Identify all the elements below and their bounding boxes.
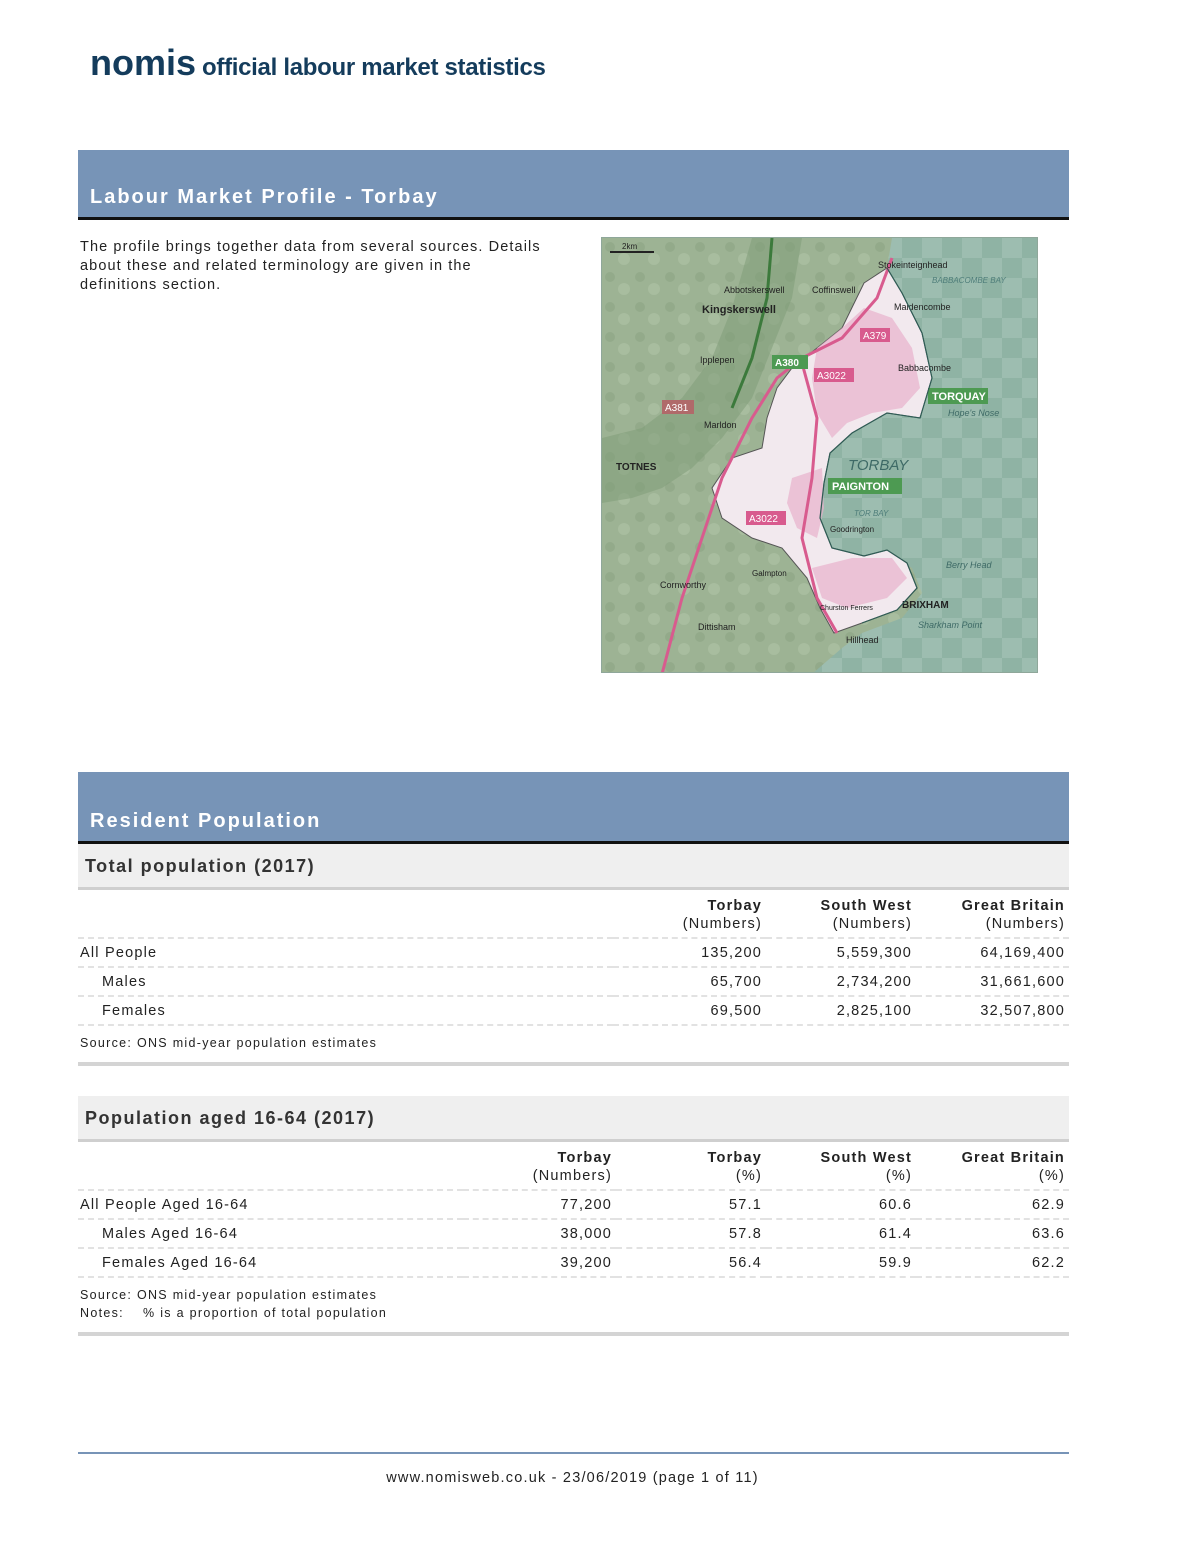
cell-value: 2,734,200	[766, 967, 916, 996]
map-image	[602, 238, 1038, 673]
table-header-row	[78, 1145, 1069, 1190]
map-label-cornworthy: Cornworthy	[660, 580, 707, 590]
source-text: Source: ONS mid-year population estimates	[80, 1288, 378, 1302]
cell-value: 77,200	[463, 1190, 616, 1219]
cell-value: 60.6	[766, 1190, 916, 1219]
column-header: Great Britain (%)	[916, 1145, 1069, 1190]
cell-value: 56.4	[616, 1248, 766, 1277]
row-label: All People Aged 16-64	[78, 1190, 463, 1219]
table-row	[78, 967, 1069, 996]
row-label: Males Aged 16-64	[78, 1219, 463, 1248]
cell-value: 2,825,100	[766, 996, 916, 1025]
cell-value: 62.9	[916, 1190, 1069, 1219]
header-blank	[78, 893, 613, 938]
row-label: Males	[78, 967, 613, 996]
footer-rule	[78, 1452, 1069, 1454]
table-row	[78, 1190, 1069, 1219]
total-population-heading	[78, 844, 1069, 890]
map-label-berry-head: Berry Head	[946, 560, 992, 570]
total-population-title: Total population (2017)	[85, 856, 316, 876]
population-section-title: Resident Population	[90, 810, 322, 832]
page-title: Labour Market Profile - Torbay	[90, 186, 439, 208]
map-label-brixham: BRIXHAM	[902, 600, 949, 611]
torbay-map	[601, 237, 1038, 673]
map-label-stokeinteignhead: Stokeinteignhead	[878, 260, 948, 270]
map-label-paignton: PAIGNTON	[832, 481, 890, 493]
aged-population-heading	[78, 1096, 1069, 1142]
cell-value: 32,507,800	[916, 996, 1069, 1025]
footer-text[interactable]: www.nomisweb.co.uk - 23/06/2019 (page 1 of 11)	[386, 1470, 759, 1486]
map-label-torbay: TORBAY	[848, 457, 909, 474]
cell-value: 38,000	[463, 1219, 616, 1248]
column-header: South West (Numbers)	[766, 893, 916, 938]
column-header: Great Britain (Numbers)	[916, 893, 1069, 938]
map-label-torquay: TORQUAY	[932, 391, 986, 403]
table-row	[78, 1219, 1069, 1248]
cell-value: 5,559,300	[766, 938, 916, 967]
intro-text: The profile brings together data from several sources. Details about these and related terminology are given in the definitions section.	[80, 239, 541, 293]
table-source	[78, 1277, 1069, 1334]
map-label-a379: A379	[863, 331, 887, 342]
table-row	[78, 996, 1069, 1025]
cell-value: 31,661,600	[916, 967, 1069, 996]
map-label-tor-bay: TOR BAY	[854, 509, 889, 518]
map-label-totnes: TOTNES	[616, 462, 657, 473]
map-label-churston: Churston Ferrers	[820, 605, 873, 612]
notes-text: Notes: % is a proportion of total population	[80, 1306, 388, 1320]
row-label: Females Aged 16-64	[78, 1248, 463, 1277]
map-label-a381: A381	[665, 403, 689, 414]
cell-value: 135,200	[613, 938, 766, 967]
row-label: Females	[78, 996, 613, 1025]
total-population-table	[78, 893, 1069, 1066]
cell-value: 57.1	[616, 1190, 766, 1219]
cell-value: 39,200	[463, 1248, 616, 1277]
column-header: Torbay (Numbers)	[463, 1145, 616, 1190]
logo-word: nomis	[90, 42, 197, 83]
cell-value: 64,169,400	[916, 938, 1069, 967]
cell-value: 69,500	[613, 996, 766, 1025]
cell-value: 63.6	[916, 1219, 1069, 1248]
map-label-babbacombe-bay: BABBACOMBE BAY	[932, 276, 1006, 285]
map-label-hillhead: Hillhead	[846, 635, 879, 645]
row-label: All People	[78, 938, 613, 967]
aged-population-table	[78, 1145, 1069, 1336]
map-label-ipplepen: Ipplepen	[700, 355, 735, 365]
table-row	[78, 1248, 1069, 1277]
map-label-hopes-nose: Hope's Nose	[948, 408, 1000, 418]
cell-value: 62.2	[916, 1248, 1069, 1277]
population-banner	[78, 772, 1069, 844]
map-label-dittisham: Dittisham	[698, 622, 736, 632]
cell-value: 57.8	[616, 1219, 766, 1248]
nomis-logo[interactable]	[90, 42, 546, 84]
profile-banner	[78, 150, 1069, 220]
logo-tagline: official labour market statistics	[202, 54, 546, 81]
map-scale: 2km	[622, 242, 638, 251]
map-label-marldon: Marldon	[704, 420, 737, 430]
map-label-abbotskerswell: Abbotskerswell	[724, 285, 785, 295]
map-label-sharkham-point: Sharkham Point	[918, 620, 983, 630]
map-label-babbacombe: Babbacombe	[898, 363, 952, 373]
table-source-row	[78, 1025, 1069, 1064]
aged-population-title: Population aged 16-64 (2017)	[85, 1108, 376, 1128]
map-label-maidencombe: Maidencombe	[894, 302, 951, 312]
table-source: Source: ONS mid-year population estimates	[78, 1025, 1069, 1064]
header-blank	[78, 1145, 463, 1190]
map-label-a380: A380	[775, 358, 799, 369]
map-label-goodrington: Goodrington	[830, 525, 875, 534]
map-label-kingskerswell: Kingskerswell	[702, 304, 776, 316]
map-label-a3022-north: A3022	[817, 371, 846, 382]
column-header: Torbay (%)	[616, 1145, 766, 1190]
map-label-a3022-south: A3022	[749, 514, 778, 525]
map-label-galmpton: Galmpton	[752, 569, 787, 578]
cell-value: 61.4	[766, 1219, 916, 1248]
map-label-coffinswell: Coffinswell	[812, 285, 856, 295]
table-header-row	[78, 893, 1069, 938]
table-row	[78, 938, 1069, 967]
table-source-row	[78, 1277, 1069, 1334]
cell-value: 59.9	[766, 1248, 916, 1277]
column-header: Torbay (Numbers)	[613, 893, 766, 938]
column-header: South West (%)	[766, 1145, 916, 1190]
cell-value: 65,700	[613, 967, 766, 996]
